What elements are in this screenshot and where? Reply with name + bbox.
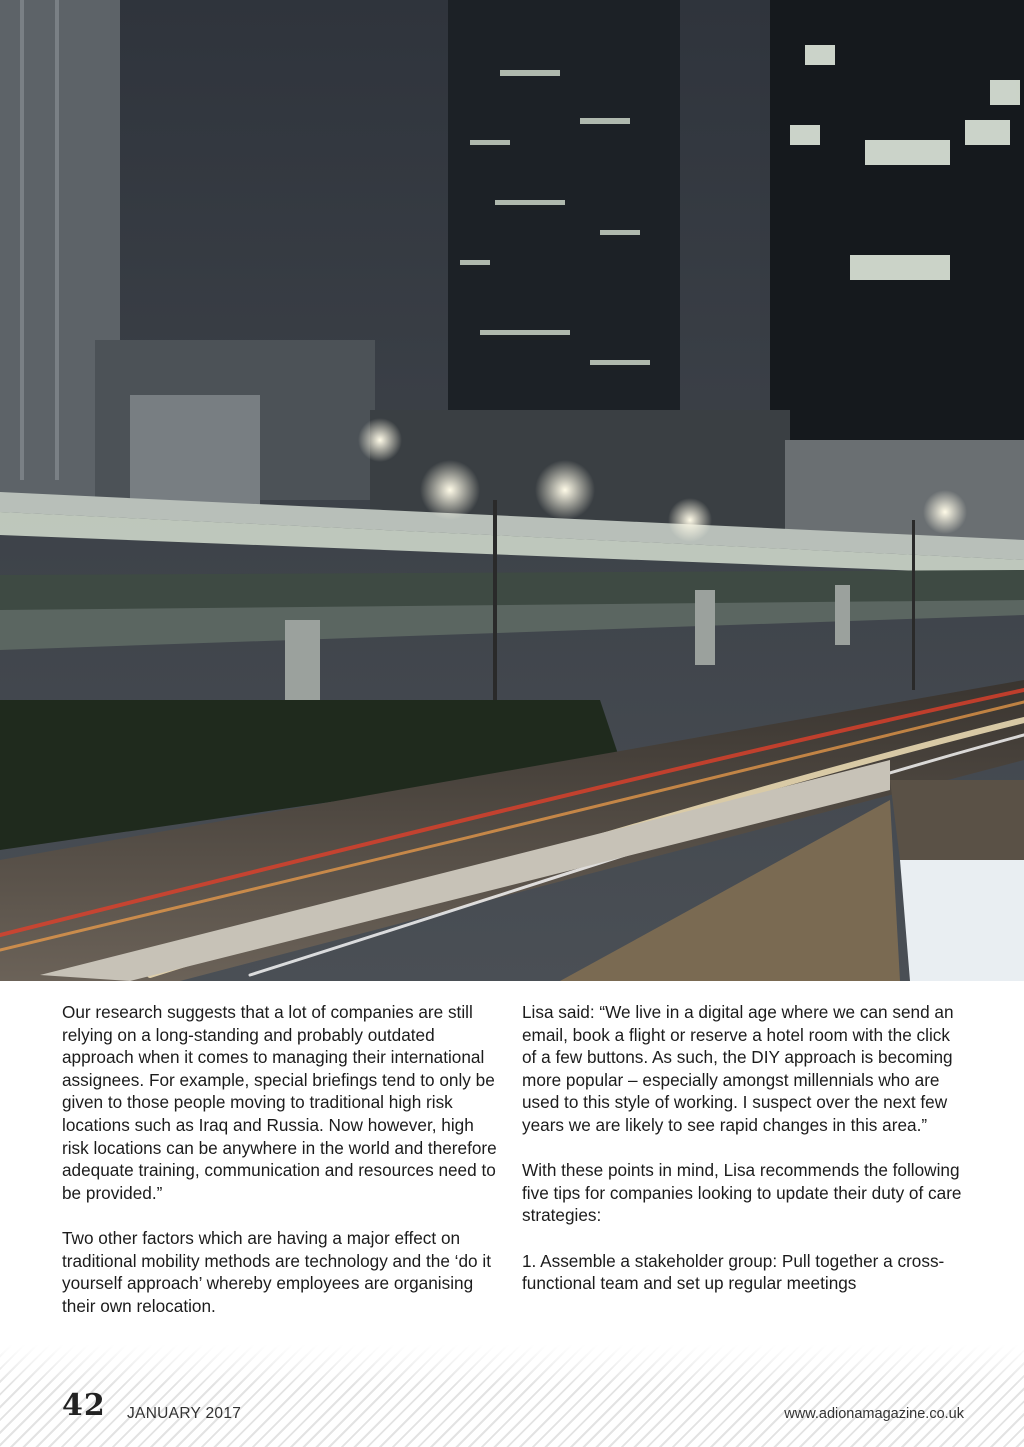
website-link[interactable]: www.adionamagazine.co.uk <box>784 1406 964 1422</box>
article-left-column <box>62 1001 502 1340</box>
article-list-item: 1. Assemble a stakeholder group: Pull together a cross-functional team and set up regular meetings <box>522 1250 945 1294</box>
footer-texture-fade <box>0 1345 1024 1385</box>
page-number: 42 <box>62 1388 106 1423</box>
issue-date: JANUARY 2017 <box>127 1405 242 1422</box>
article-paragraph: With these points in mind, Lisa recommends the following five tips for companies looking to update their duty of care strategies: <box>522 1160 962 1226</box>
article-right-column <box>522 1001 962 1317</box>
article-paragraph: Two other factors which are having a major effect on traditional mobility methods are technology and the ‘do it yourself approach’ whereby employees are organising their own relocation. <box>62 1227 491 1316</box>
article-paragraph: Our research suggests that a lot of companies are still relying on a long-standing and probably outdated approach when it comes to managing their international assignees. For example, special briefings tend to only be given to those people moving to traditional high risk locations such as Iraq and Russia. Now however, high risk locations can be anywhere in the world and therefore adequate training, communication and resources need to be provided.” <box>62 1002 497 1203</box>
article-paragraph: Lisa said: “We live in a digital age where we can send an email, book a flight or reserve a hotel room with the click of a few buttons. As such, the DIY approach is becoming more popular – especially amongst millennials who are used to this style of working. I suspect over the next few years we are likely to see rapid changes in this area.” <box>522 1002 954 1135</box>
